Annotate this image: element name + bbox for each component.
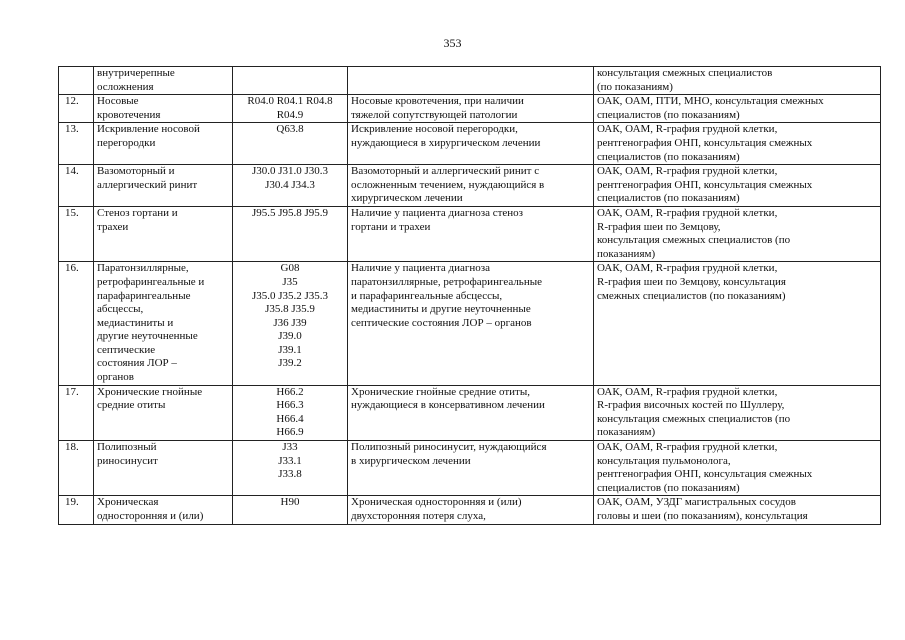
table-row (59, 262, 881, 385)
diagnosis-name-cell: Хроническая односторонняя и (или) (94, 496, 233, 524)
row-number-cell: 16. (59, 262, 94, 385)
table-row (59, 123, 881, 165)
icd-codes-cell: H90 (233, 496, 348, 524)
icd-codes-cell: H66.2 H66.3 H66.4 H66.9 (233, 385, 348, 440)
required-examinations-cell: ОАК, ОАМ, R-графия грудной клетки, консультация пульмонолога, рентгенография ОНП, консультация смежных специалистов (по показаниям) (594, 441, 881, 496)
icd-codes-cell: J33 J33.1 J33.8 (233, 441, 348, 496)
required-examinations-cell: ОАК, ОАМ, R-графия грудной клетки, рентгенография ОНП, консультация смежных специалистов (по показаниям) (594, 165, 881, 207)
page-number: 353 (443, 36, 462, 50)
row-number-cell: 12. (59, 95, 94, 123)
table-row (59, 165, 881, 207)
table-row (59, 441, 881, 496)
hospitalization-criteria-cell: Хроническая односторонняя и (или) двухсторонняя потеря слуха, (348, 496, 594, 524)
required-examinations-cell: ОАК, ОАМ, ПТИ, МНО, консультация смежных специалистов (по показаниям) (594, 95, 881, 123)
row-number-cell: 19. (59, 496, 94, 524)
required-examinations-cell: ОАК, ОАМ, R-графия грудной клетки, R-графия шеи по Земцову, консультация смежных специалистов (по показаниям) (594, 262, 881, 385)
row-number-cell: 15. (59, 206, 94, 261)
required-examinations-cell: ОАК, ОАМ, R-графия грудной клетки, R-графия височных костей по Шуллеру, консультация смежных специалистов (по показаниям) (594, 385, 881, 440)
hospitalization-criteria-cell: Вазомоторный и аллергический ринит с осложненным течением, нуждающийся в хирургическом лечении (348, 165, 594, 207)
hospitalization-criteria-cell: Полипозный риносинусит, нуждающийся в хирургическом лечении (348, 441, 594, 496)
hospitalization-criteria-cell: Наличие у пациента диагноза стеноз гортани и трахеи (348, 206, 594, 261)
icd-codes-cell: R04.0 R04.1 R04.8 R04.9 (233, 95, 348, 123)
icd-codes-cell: J95.5 J95.8 J95.9 (233, 206, 348, 261)
icd-codes-cell: J30.0 J31.0 J30.3 J30.4 J34.3 (233, 165, 348, 207)
hospitalization-criteria-cell: Наличие у пациента диагноза паратонзиллярные, ретрофарингеальные и парафарингеальные абсцессы, медиастиниты и другие неуточненные септические состояния ЛОР – органов (348, 262, 594, 385)
required-examinations-cell: ОАК, ОАМ, УЗДГ магистральных сосудов головы и шеи (по показаниям), консультация (594, 496, 881, 524)
diagnosis-name-cell: Хронические гнойные средние отиты (94, 385, 233, 440)
row-number-cell: 18. (59, 441, 94, 496)
table-row (59, 496, 881, 524)
table-row (59, 206, 881, 261)
required-examinations-cell: консультация смежных специалистов (по показаниям) (594, 67, 881, 95)
icd-codes-cell (233, 67, 348, 95)
hospitalization-criteria-cell: Носовые кровотечения, при наличии тяжелой сопутствующей патологии (348, 95, 594, 123)
diagnosis-name-cell: Полипозный риносинусит (94, 441, 233, 496)
row-number-cell: 13. (59, 123, 94, 165)
diagnosis-name-cell: внутричерепные осложнения (94, 67, 233, 95)
hospitalization-criteria-cell (348, 67, 594, 95)
hospitalization-criteria-cell: Искривление носовой перегородки, нуждающиеся в хирургическом лечении (348, 123, 594, 165)
diagnosis-name-cell: Вазомоторный и аллергический ринит (94, 165, 233, 207)
row-number-cell: 17. (59, 385, 94, 440)
hospitalization-criteria-cell: Хронические гнойные средние отиты, нуждающиеся в консервативном лечении (348, 385, 594, 440)
required-examinations-cell: ОАК, ОАМ, R-графия грудной клетки, R-графия шеи по Земцову, консультация смежных специалистов (по показаниям) (594, 206, 881, 261)
medical-table (58, 66, 881, 525)
table-body (59, 67, 881, 525)
diagnosis-name-cell: Носовые кровотечения (94, 95, 233, 123)
row-number-cell (59, 67, 94, 95)
table-row (59, 67, 881, 95)
icd-codes-cell: G08 J35 J35.0 J35.2 J35.3 J35.8 J35.9 J36 J39 J39.0 J39.1 J39.2 (233, 262, 348, 385)
diagnosis-name-cell: Искривление носовой перегородки (94, 123, 233, 165)
table-row (59, 385, 881, 440)
diagnosis-name-cell: Стеноз гортани и трахеи (94, 206, 233, 261)
required-examinations-cell: ОАК, ОАМ, R-графия грудной клетки, рентгенография ОНП, консультация смежных специалистов (по показаниям) (594, 123, 881, 165)
row-number-cell: 14. (59, 165, 94, 207)
table-row (59, 95, 881, 123)
diagnosis-name-cell: Паратонзиллярные, ретрофарингеальные и парафарингеальные абсцессы, медиастиниты и другие неуточненные септические состояния ЛОР – органов (94, 262, 233, 385)
icd-codes-cell: Q63.8 (233, 123, 348, 165)
